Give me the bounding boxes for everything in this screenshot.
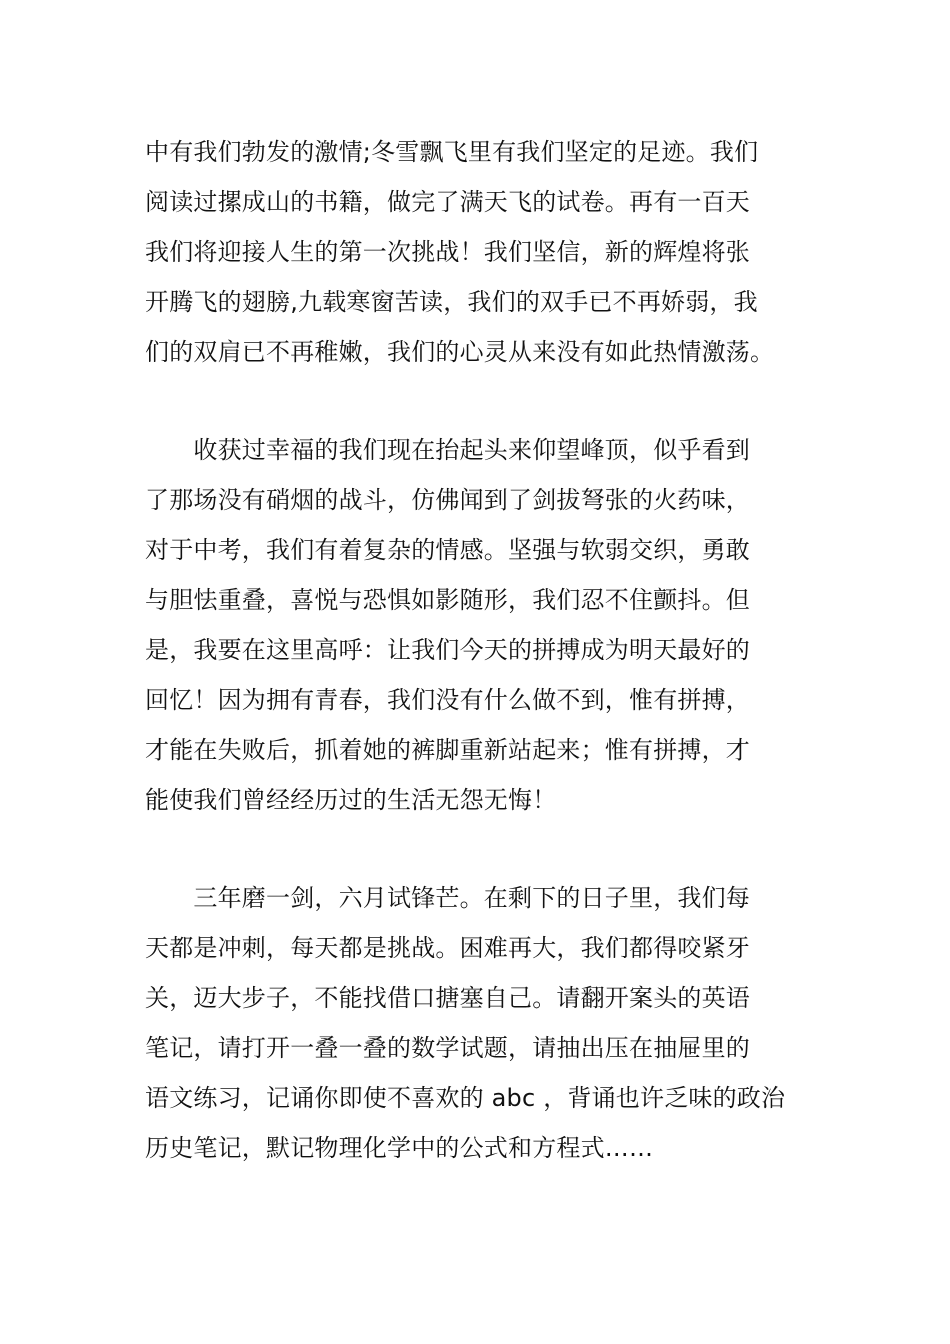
text-line: 能使我们曾经经历过的生活无怨无悔！ <box>145 786 557 814</box>
text-line: 历史笔记，默记物理化学中的公式和方程式…… <box>145 1134 654 1162</box>
text-line: 回忆！因为拥有青春，我们没有什么做不到，惟有拼搏， <box>145 686 750 714</box>
text-line: 我们将迎接人生的第一次挑战！我们坚信，新的辉煌将张 <box>145 238 750 266</box>
text-line: 语文练习，记诵你即使不喜欢的 abc ，背诵也许乏味的政治 <box>145 1084 786 1112</box>
text-line: 中有我们勃发的激情;冬雪飘飞里有我们坚定的足迹。我们 <box>145 138 759 166</box>
text-line: 笔记，请打开一叠一叠的数学试题，请抽出压在抽屉里的 <box>145 1034 750 1062</box>
paragraph-1 <box>145 127 810 377</box>
text-line: 与胆怯重叠，喜悦与恐惧如影随形，我们忍不住颤抖。但 <box>145 586 750 614</box>
text-line: 阅读过摞成山的书籍，做完了满天飞的试卷。再有一百天 <box>145 188 750 216</box>
text-line: 收获过幸福的我们现在抬起头来仰望峰顶，似乎看到 <box>145 436 750 464</box>
paragraph-3 <box>145 873 810 1173</box>
text-line: 天都是冲刺，每天都是挑战。困难再大，我们都得咬紧牙 <box>145 934 750 962</box>
text-line: 开腾飞的翅膀,九载寒窗苦读，我们的双手已不再娇弱，我 <box>145 288 758 316</box>
text-line: 们的双肩已不再稚嫩，我们的心灵从来没有如此热情激荡。 <box>145 338 775 366</box>
text-line: 对于中考，我们有着复杂的情感。坚强与软弱交织，勇敢 <box>145 536 750 564</box>
text-line: 才能在失败后，抓着她的裤脚重新站起来；惟有拼搏，才 <box>145 736 750 764</box>
text-line: 是，我要在这里高呼：让我们今天的拼搏成为明天最好的 <box>145 636 750 664</box>
text-line: 了那场没有硝烟的战斗，仿佛闻到了剑拔弩张的火药味， <box>145 486 750 514</box>
text-line: 三年磨一剑，六月试锋芒。在剩下的日子里，我们每 <box>145 884 750 912</box>
text-line: 关，迈大步子，不能找借口搪塞自己。请翻开案头的英语 <box>145 984 750 1012</box>
paragraph-2 <box>145 425 810 825</box>
